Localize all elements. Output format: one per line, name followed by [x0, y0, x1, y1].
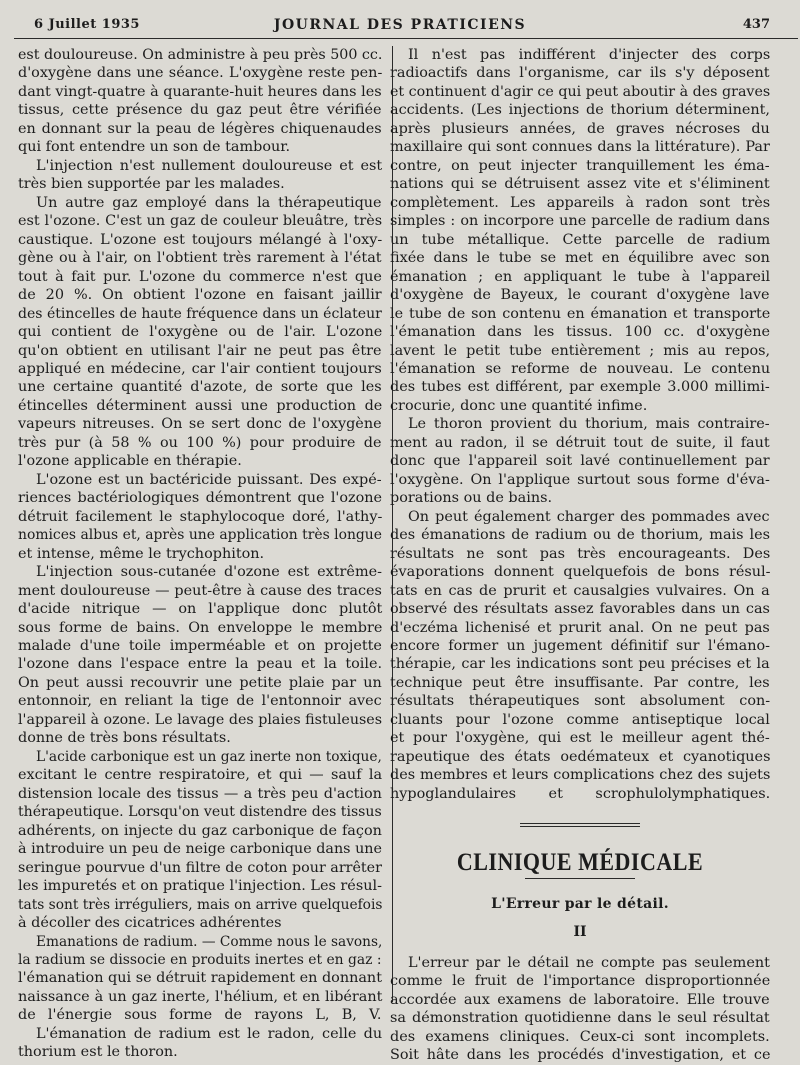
section-title: CLINIQUE MÉDICALE — [456, 847, 704, 876]
text-line: accidents. (Les injections de thorium déterminent, — [390, 102, 770, 119]
text-line: la radium se dissocie en produits inertes et en gaz : — [18, 951, 382, 968]
text-line: d'oxygène de Bayeux, le courant d'oxygène lave — [390, 287, 770, 304]
text-line: et pour l'oxygène, qui est le meilleur agent thé- — [390, 730, 770, 747]
text-line: à décoller des cicatrices adhérentes — [18, 915, 282, 932]
text-line: ment au radon, il se détruit tout de suite, il faut — [390, 434, 770, 451]
text-line: le tube de son contenu en émanation et transporte — [390, 305, 771, 322]
header-rule — [14, 38, 798, 39]
text-line: L'erreur par le détail ne compte pas seulement — [408, 954, 770, 971]
text-line: d'acide nitrique — on l'applique donc plutôt — [18, 601, 383, 618]
section-title-rule — [525, 878, 635, 879]
text-line: caustique. L'ozone est toujours mélangé à l'oxy- — [18, 231, 383, 248]
text-line: L'injection sous-cutanée d'ozone est extrême- — [36, 564, 382, 581]
text-line: seringue pourvue d'un filtre de coton pour arrêter — [18, 859, 382, 876]
text-line: et intense, même le trychophiton. — [18, 545, 265, 562]
text-line: distension locale des tissus — a très peu d'action — [18, 785, 382, 802]
text-line: et continuent d'agir ce qui peut aboutir à des graves — [390, 83, 771, 100]
text-line: vapeurs nitreuses. On se sert donc de l'oxygène — [18, 416, 382, 433]
text-line: rapeutique des états oedémateux et cyanotiques — [390, 748, 771, 765]
text-line: lavent le petit tube entièrement ; mis au repos, — [390, 342, 771, 359]
text-line: est douloureuse. On administre à peu près 500 cc. — [18, 47, 383, 63]
text-line: émanation ; en appliquant le tube à l'appareil — [390, 268, 771, 285]
text-line: naissance à un gaz inerte, l'hélium, et en libérant — [18, 988, 383, 1005]
page-header — [0, 17, 800, 37]
text-line: tout à fait pur. L'ozone du commerce n'est que — [18, 268, 382, 285]
text-line: technique peut être insuffisante. Par contre, les — [390, 674, 770, 691]
text-line: donc que l'appareil soit lavé continuellement par — [390, 453, 770, 470]
text-line: est l'ozone. C'est un gaz de couleur bleuâtre, très — [18, 213, 383, 230]
right-column — [390, 46, 770, 1064]
text-line: contre, on peut injecter tranquillement les éma- — [390, 157, 770, 174]
text-line: cluants pour l'ozone comme antiseptique local — [390, 711, 770, 728]
text-line: des étincelles de haute fréquence dans un éclateur — [18, 305, 382, 322]
text-line: Emanations de radium. — Comme nous le savons, — [36, 933, 383, 950]
text-line: de l'énergie sous forme de rayons L, B, V. — [18, 1007, 382, 1024]
text-line: riences bactériologiques démontrent que l'ozone — [18, 490, 383, 507]
text-line: nations qui se détruisent assez vite et s'éliminent — [390, 176, 770, 193]
text-line: L'ozone est un bactéricide puissant. Des expé- — [36, 471, 382, 488]
text-line: L'injection n'est nullement douloureuse et est — [36, 157, 383, 174]
text-line: tats en cas de prurit et causalgies vulvaires. On a — [390, 582, 770, 599]
journal-title: JOURNAL DES PRATICIENS — [273, 17, 527, 33]
text-line: un tube métallique. Cette parcelle de radium — [390, 231, 771, 248]
text-line: après plusieurs années, de graves nécroses du — [390, 120, 770, 137]
text-line: sous forme de bains. On enveloppe le membre — [18, 619, 383, 636]
text-line: l'ozone applicable en thérapie. — [18, 453, 242, 470]
text-line: en donnant sur la peau de légères chiquenaudes — [18, 120, 382, 137]
text-line: nomices albus et, après une application très longue — [18, 527, 382, 544]
text-line: de 20 %. On obtient l'ozone en faisant jaillir — [18, 287, 382, 304]
text-line: gène ou à l'air, on l'obtient très rarement à l'état — [18, 250, 382, 267]
section-double-rule — [520, 823, 640, 827]
text-line: l'émanation dans les tissus. 100 cc. d'oxygène — [390, 324, 770, 341]
text-line: les impuretés et on pratique l'injection. Les résul- — [18, 878, 382, 895]
text-line: l'émanation se reforme de nouveau. Le contenu — [390, 360, 771, 377]
text-line: encore former un jugement définitif sur l'émano- — [390, 638, 771, 654]
text-line: l'oxygène. On l'applique surtout sous forme d'éva- — [390, 471, 770, 488]
text-line: dant vingt-quatre à quarante-huit heures dans les — [18, 83, 382, 100]
article-part-number: II — [573, 924, 587, 941]
text-line: des tubes est différent, par exemple 3.000 millimi- — [390, 379, 770, 396]
text-line: thérapeutique. Lorsqu'on veut distendre des tissus — [18, 804, 382, 821]
text-line: des émanations de radium ou de thorium, mais les — [390, 527, 770, 544]
text-line: qui font entendre un son de tambour. — [18, 139, 291, 156]
text-line: d'oxygène dans une séance. L'oxygène reste pen- — [18, 65, 383, 82]
text-line: qu'on obtient en utilisant l'air ne peut pas être — [18, 342, 382, 359]
text-line: L'émanation de radium est le radon, celle du — [36, 1025, 383, 1042]
text-line: Le thoron provient du thorium, mais contraire- — [408, 416, 770, 433]
text-line: résultats ne sont pas très encourageants. Des — [390, 545, 771, 562]
text-line: très bien supportée par les malades. — [18, 176, 285, 193]
text-line: thorium est le thoron. — [18, 1044, 178, 1061]
text-line: adhérents, on injecte du gaz carbonique de façon — [18, 822, 382, 839]
text-line: simples : on incorpore une parcelle de radium dans — [390, 213, 770, 230]
text-line: comme le fruit de l'importance disproportionnée — [390, 973, 771, 990]
text-line: On peut également charger des pommades avec — [408, 508, 770, 525]
text-line: L'acide carbonique est un gaz inerte non toxique, — [36, 748, 382, 765]
text-line: sa démonstration quotidienne dans le seul résultat — [390, 1010, 770, 1027]
text-line: porations ou de bains. — [390, 490, 553, 507]
text-line: appliqué en médecine, car l'air contient toujours — [18, 360, 382, 377]
right-column-text — [390, 46, 770, 803]
text-line: une certaine quantité d'azote, de sorte que les — [18, 379, 382, 396]
text-line: malade d'une toile imperméable et on projette — [18, 638, 382, 654]
text-line: évaporations donnent quelquefois de bons résul- — [390, 564, 771, 581]
text-line: qui contient de l'oxygène ou de l'air. L'ozone — [18, 324, 383, 341]
text-line: des membres et leurs complications chez des sujets — [390, 767, 771, 784]
text-line: maxillaire qui sont connues dans la littérature). Par — [390, 139, 770, 156]
text-line: Il n'est pas indifférent d'injecter des corps — [408, 47, 771, 63]
section-heading — [390, 823, 770, 941]
text-line: Soit hâte dans les procédés d'investigation, et ce — [390, 1047, 771, 1064]
text-line: étincelles déterminent aussi une production de — [18, 397, 383, 414]
text-line: tats sont très irréguliers, mais on arrive quelquefois — [18, 896, 383, 913]
text-line: complètement. Les appareils à radon sont très — [390, 194, 771, 211]
text-line: l'ozone dans l'espace entre la peau et la toile. — [18, 656, 383, 673]
text-line: détruit facilement le staphylocoque doré, l'athy- — [18, 508, 383, 525]
text-line: hypoglandulaires et scrophulolymphatiques. — [390, 785, 771, 802]
text-line: accordée aux examens de laboratoire. Elle trouve — [390, 991, 770, 1008]
text-line: thérapie, car les indications sont peu précises et la — [390, 656, 770, 673]
text-line: des examens cliniques. Ceux-ci sont incomplets. — [390, 1028, 770, 1045]
text-line: résultats thérapeutiques sont absolument con- — [390, 693, 771, 710]
article-subtitle: L'Erreur par le détail. — [491, 895, 669, 912]
text-line: observé des résultats assez favorables dans un cas — [390, 601, 770, 618]
text-line: à introduire un peu de neige carbonique dans une — [18, 841, 382, 858]
text-line: On peut aussi recouvrir une petite plaie par un — [18, 674, 382, 691]
text-line: crocurie, donc une quantité infime. — [390, 397, 648, 414]
text-line: ment douloureuse — peut-être à cause des traces — [18, 582, 382, 599]
page-number: 437 — [742, 17, 770, 32]
text-line: l'appareil à ozone. Le lavage des plaies fistuleuses — [18, 711, 383, 728]
issue-date: 6 Juillet 1935 — [34, 17, 140, 32]
text-line: radioactifs dans l'organisme, car ils s'y déposent — [390, 65, 770, 82]
left-column — [18, 46, 382, 1062]
text-line: Un autre gaz employé dans la thérapeutique — [36, 194, 382, 211]
text-line: tissus, cette présence du gaz peut être vérifiée — [18, 102, 382, 119]
text-line: d'eczéma lichenisé et prurit anal. On ne peut pas — [390, 619, 770, 636]
text-line: l'émanation qui se détruit rapidement en donnant — [18, 970, 382, 987]
text-line: fixée dans le tube se met en équilibre avec son — [390, 250, 770, 267]
text-line: excitant le centre respiratoire, et qui — sauf la — [18, 767, 383, 784]
text-line: entonnoir, en reliant la tige de l'entonnoir avec — [18, 693, 382, 710]
text-line: donne de très bons résultats. — [18, 730, 231, 747]
text-line: très pur (à 58 % ou 100 %) pour produire de — [18, 434, 382, 451]
